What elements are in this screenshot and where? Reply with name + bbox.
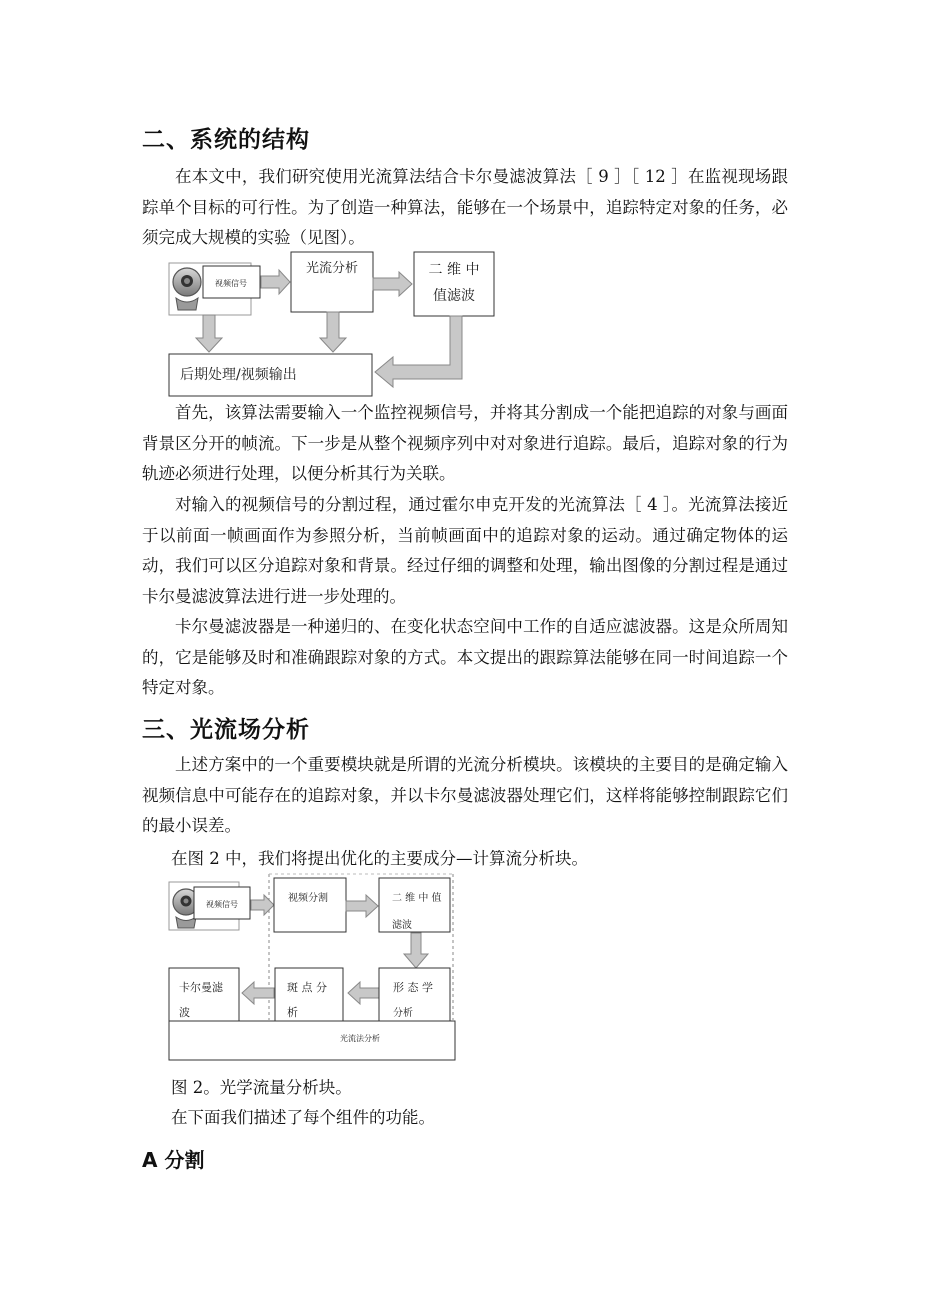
arrow-right-icon — [346, 895, 378, 917]
median-filter-box — [379, 878, 450, 932]
blob-analysis-label-line1: 斑 点 分 — [287, 981, 327, 994]
optical-flow-label: 光流分析 — [305, 261, 359, 276]
optical-flow-analysis-bar — [169, 1021, 455, 1060]
section-heading-optical-flow: 三、光流场分析 — [142, 717, 310, 743]
video-segmentation-box — [274, 878, 346, 932]
median-filter-label-line2: 滤波 — [392, 920, 412, 931]
kalman-filter-label-line2: 波 — [179, 1006, 190, 1019]
arrow-down-icon — [320, 312, 346, 352]
section-heading-structure: 二、系统的结构 — [142, 127, 310, 153]
video-signal-label: 视频信号 — [206, 900, 238, 909]
paragraph-components: 在下面我们描述了每个组件的功能。 — [171, 1108, 435, 1127]
kalman-filter-label-line1: 卡尔曼滤 — [179, 981, 223, 994]
arrow-down-icon — [404, 933, 428, 968]
paragraph-optical-flow-module: 上述方案中的一个重要模块就是所谓的光流分析模块。该模块的主要目的是确定输入视频信息中可能存在的追踪对象，并以卡尔曼滤波器处理它们，这样将能够控制跟踪它们的最小误差。 — [142, 755, 788, 835]
figure2-caption: 图 2。光学流量分析块。 — [171, 1078, 352, 1097]
video-signal-label: 视频信号 — [215, 279, 247, 288]
figure-system-structure — [166, 248, 502, 400]
median-filter-label-line1: 二 维 中 — [428, 262, 480, 278]
paragraph-figure2-intro: 在图 2 中，我们将提出优化的主要成分—计算流分析块。 — [171, 849, 588, 868]
paragraph-pipeline: 首先，该算法需要输入一个监控视频信号，并将其分割成一个能把追踪的对象与画面背景区分开的帧流。下一步是从整个视频序列中对对象进行追踪。最后，追踪对象的行为轨迹必须进行处理，以便分析其行为关联。 — [142, 403, 788, 483]
optical-flow-analysis-label: 光流法分析 — [340, 1034, 380, 1043]
arrow-right-icon — [251, 895, 274, 915]
arrow-down-icon — [196, 315, 222, 352]
subsection-heading-segmentation: A 分割 — [142, 1148, 205, 1172]
arrow-left-icon — [348, 982, 379, 1004]
morphology-label-line1: 形 态 学 — [393, 981, 433, 994]
arrow-return-icon — [375, 316, 462, 387]
morphology-label-line2: 分析 — [393, 1008, 413, 1019]
arrow-right-icon — [373, 272, 412, 296]
figure-optical-flow-block — [166, 872, 460, 1064]
median-filter-label-line1: 二 维 中 值 — [392, 893, 442, 904]
video-segmentation-label: 视频分割 — [288, 893, 328, 904]
post-processing-label: 后期处理/视频输出 — [180, 367, 297, 383]
blob-analysis-label-line2: 析 — [287, 1006, 298, 1019]
median-filter-label-line2: 值滤波 — [433, 288, 475, 304]
morphology-box — [379, 968, 450, 1024]
paragraph-kalman: 卡尔曼滤波器是一种递归的、在变化状态空间中工作的自适应滤波器。这是众所周知的，它是能够及时和准确跟踪对象的方式。本文提出的跟踪算法能够在同一时间追踪一个特定对象。 — [142, 617, 788, 697]
blob-analysis-box — [275, 968, 343, 1024]
paragraph-segmentation: 对输入的视频信号的分割过程，通过霍尔申克开发的光流算法［ 4 ］。光流算法接近于以前面一帧画面作为参照分析，当前帧画面中的追踪对象的运动。通过确定物体的运动，我们可以区分追踪对象和背景。经过仔细的调整和处理，输出图像的分割过程是通过卡尔曼滤波算法进行进一步处理的。 — [142, 495, 788, 606]
arrow-right-icon — [261, 270, 290, 294]
paragraph-intro: 在本文中，我们研究使用光流算法结合卡尔曼滤波算法［ 9 ］［ 12 ］在监视现场跟踪单个目标的可行性。为了创造一种算法，能够在一个场景中，追踪特定对象的任务，必须完成大规模的实验（见图）。 — [142, 167, 788, 247]
